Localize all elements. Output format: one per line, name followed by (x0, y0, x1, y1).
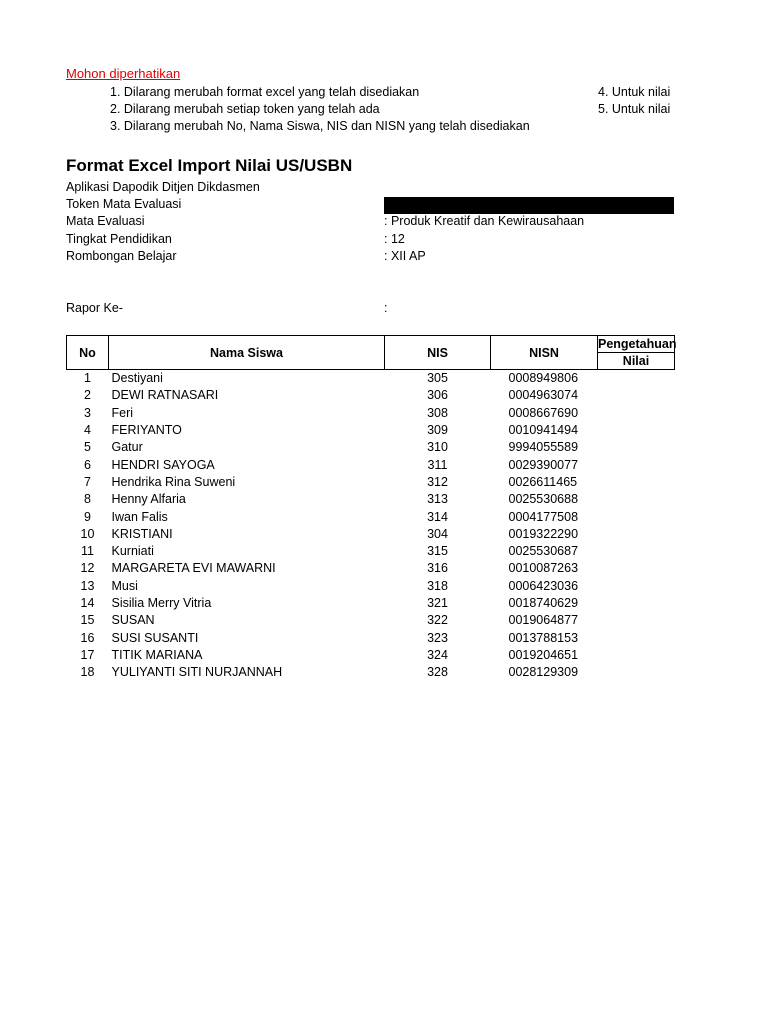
notice-title: Mohon diperhatikan (66, 66, 181, 81)
student-name: YULIYANTI SITI NURJANNAH (111, 665, 283, 680)
row-number: 14 (80, 596, 95, 610)
score-cell[interactable] (598, 543, 675, 560)
score-cell[interactable] (598, 405, 675, 422)
table-row (67, 387, 675, 404)
student-nis: 312 (427, 474, 448, 489)
token-label: Token Mata Evaluasi (66, 197, 182, 211)
header-no: No (67, 336, 109, 370)
header-nisn: NISN (491, 336, 598, 370)
student-nisn: 0004177508 (508, 509, 579, 524)
table-row (67, 629, 675, 646)
score-cell[interactable] (598, 526, 675, 543)
score-cell[interactable] (598, 612, 675, 629)
student-nis: 309 (427, 423, 448, 438)
row-number: 4 (84, 423, 91, 438)
header-nis: NIS (385, 336, 491, 370)
row-number: 15 (80, 613, 95, 628)
class-value: : XII AP (384, 249, 426, 263)
score-cell[interactable] (598, 456, 675, 473)
score-cell[interactable] (598, 508, 675, 525)
student-name: Feri (111, 405, 134, 420)
student-nis: 324 (427, 647, 448, 662)
table-row (67, 439, 675, 456)
student-nisn: 0006423036 (508, 578, 579, 593)
report-label: Rapor Ke- (66, 301, 123, 315)
rule-5: 5. Untuk nilai (598, 102, 671, 116)
row-number: 11 (81, 544, 94, 559)
row-number: 13 (80, 578, 95, 593)
student-name: Musi (111, 578, 138, 593)
student-nis: 313 (427, 492, 448, 507)
student-nisn: 0019204651 (508, 647, 579, 662)
header-knowledge: Pengetahuan (598, 337, 677, 351)
row-number: 1 (84, 371, 91, 386)
score-cell[interactable] (598, 578, 675, 595)
student-nisn: 0025530687 (508, 544, 579, 559)
document-title: Format Excel Import Nilai US/USBN (66, 156, 353, 175)
row-number: 17 (80, 647, 95, 662)
student-name: Hendrika Rina Suweni (111, 474, 236, 489)
score-cell[interactable] (598, 387, 675, 404)
student-name: Henny Alfaria (111, 492, 186, 507)
score-cell[interactable] (598, 439, 675, 456)
rule-1: 1. Dilarang merubah format excel yang telah disediakan (110, 85, 420, 99)
score-cell[interactable] (598, 595, 675, 612)
student-nis: 305 (427, 371, 448, 386)
score-cell[interactable] (598, 629, 675, 646)
student-nisn: 0028129309 (508, 665, 579, 680)
table-row (67, 543, 675, 560)
student-name: SUSI SUSANTI (111, 630, 199, 645)
table-row (67, 405, 675, 422)
row-number: 7 (84, 474, 91, 489)
student-nis: 321 (427, 596, 448, 610)
table-row (67, 612, 675, 629)
student-name: TITIK MARIANA (111, 647, 203, 662)
student-nis: 308 (427, 405, 448, 420)
student-nisn: 0010087263 (508, 561, 579, 576)
student-name: FERIYANTO (111, 423, 182, 438)
table-row (67, 370, 675, 388)
student-nisn: 0026611465 (508, 474, 578, 489)
row-number: 6 (84, 457, 91, 472)
student-nisn: 0025530688 (508, 492, 579, 507)
student-nis: 316 (427, 561, 448, 576)
student-nisn: 0008949806 (508, 371, 579, 386)
student-name: Gatur (111, 440, 143, 455)
row-number: 16 (80, 630, 95, 645)
subject-label: Mata Evaluasi (66, 214, 145, 228)
table-row (67, 578, 675, 595)
table-row (67, 664, 675, 681)
token-redacted-box (384, 197, 674, 214)
student-nisn: 0013788153 (508, 630, 579, 645)
table-row (67, 595, 675, 612)
student-nis: 314 (427, 509, 448, 524)
row-number: 3 (84, 405, 91, 420)
score-cell[interactable] (598, 491, 675, 508)
rule-2: 2. Dilarang merubah setiap token yang telah ada (110, 102, 380, 116)
row-number: 18 (80, 665, 95, 680)
student-nisn: 0019064877 (508, 613, 579, 628)
table-row (67, 491, 675, 508)
student-nisn: 0008667690 (508, 405, 579, 420)
rule-3: 3. Dilarang merubah No, Nama Siswa, NIS dan NISN yang telah disediakan (110, 119, 530, 133)
table-row (67, 422, 675, 439)
student-nis: 322 (427, 613, 448, 628)
student-nis: 318 (427, 578, 448, 593)
student-nis: 304 (427, 526, 448, 541)
score-cell[interactable] (598, 422, 675, 439)
table-row (67, 647, 675, 664)
score-cell[interactable] (598, 664, 675, 681)
student-name: HENDRI SAYOGA (111, 457, 215, 472)
subject-value: : Produk Kreatif dan Kewirausahaan (384, 214, 585, 228)
student-nisn: 0010941494 (508, 423, 579, 438)
student-name: Kurniati (111, 544, 154, 559)
table-row (67, 456, 675, 473)
student-nis: 315 (427, 544, 448, 559)
row-number: 5 (84, 440, 91, 455)
report-value: : (384, 301, 388, 315)
student-nis: 323 (427, 630, 448, 645)
rule-4: 4. Untuk nilai (598, 85, 671, 99)
student-nisn: 9994055589 (508, 440, 579, 455)
row-number: 10 (80, 526, 95, 541)
student-nis: 311 (427, 457, 448, 472)
student-name: KRISTIANI (111, 526, 173, 541)
table-row (67, 508, 675, 525)
student-nisn: 0004963074 (508, 388, 579, 403)
table-row (67, 526, 675, 543)
student-name: MARGARETA EVI MAWARNI (111, 561, 276, 576)
student-name: DEWI RATNASARI (111, 388, 219, 403)
table-row (67, 474, 675, 491)
level-value: : 12 (384, 232, 405, 246)
student-nis: 310 (427, 440, 448, 455)
class-label: Rombongan Belajar (66, 249, 177, 263)
student-nisn: 0029390077 (508, 457, 579, 472)
row-number: 9 (84, 509, 91, 524)
score-cell[interactable] (598, 474, 675, 491)
app-name: Aplikasi Dapodik Ditjen Dikdasmen (66, 180, 260, 194)
table-row (67, 560, 675, 577)
student-name: Destiyani (111, 371, 163, 386)
score-cell[interactable] (598, 560, 675, 577)
score-cell[interactable] (598, 370, 675, 388)
student-nisn: 0018740629 (508, 596, 579, 610)
row-number: 8 (84, 492, 91, 507)
student-nis: 328 (427, 665, 448, 680)
row-number: 2 (84, 388, 91, 403)
student-nisn: 0019322290 (508, 526, 579, 541)
student-name: Sisilia Merry Vitria (111, 596, 212, 610)
student-name: Iwan Falis (111, 509, 168, 524)
table-body (67, 370, 675, 682)
level-label: Tingkat Pendidikan (66, 232, 172, 246)
header-name: Nama Siswa (109, 336, 385, 370)
header-score: Nilai (598, 353, 675, 370)
row-number: 12 (80, 561, 95, 576)
score-cell[interactable] (598, 647, 675, 664)
student-nis: 306 (427, 388, 448, 403)
student-grade-table (66, 335, 675, 681)
student-name: SUSAN (111, 613, 155, 628)
